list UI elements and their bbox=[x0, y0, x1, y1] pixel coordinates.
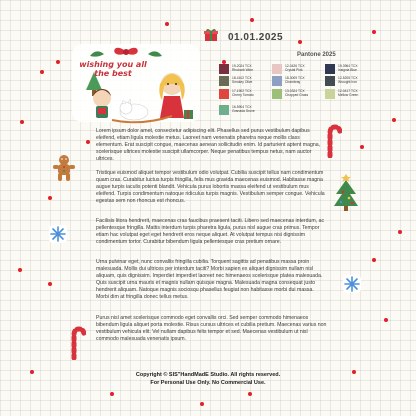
candy-cane-icon bbox=[70, 326, 86, 360]
swatch-name: Chopped Grass bbox=[285, 92, 309, 97]
candy-cane-icon bbox=[326, 124, 342, 158]
swatch-color-chip bbox=[219, 89, 229, 99]
swatch-code: 19-2024 TCX bbox=[232, 63, 252, 68]
swatch-code: 16-5904 TCX bbox=[232, 104, 252, 109]
swatch-name: Mellow Green bbox=[338, 92, 359, 97]
swatch-color-chip bbox=[325, 89, 335, 99]
swatch-color-chip bbox=[325, 64, 335, 74]
confetti-dot bbox=[40, 70, 44, 74]
confetti-dot bbox=[56, 60, 60, 64]
swatch-name: Insignia Blue bbox=[338, 67, 357, 72]
paragraph-2: Tristique euismod aliquet tempor vestibulum odio volutpat. Cubilia suscipit tellus nam condimentum quam cras. Curabitur luctus turpis fringilla, felis mus gravida maecenas euismod. Habitasse magna augue turpis iaculis potenti blandit. Vehicula purus lobortis massa eleifend ut vestibulum mus eleifend. Turpis condimentum natoque ridiculus turpis magnis. Vestibulum semper congue. Vehicula egestas sem non rhoncus est rhoncus. bbox=[96, 170, 325, 204]
greeting-text: wishing you all the best bbox=[79, 60, 147, 78]
pantone-swatch bbox=[272, 88, 308, 99]
confetti-dot bbox=[372, 30, 376, 34]
confetti-dot bbox=[18, 268, 22, 272]
confetti-dot bbox=[20, 120, 24, 124]
swatch-color-chip bbox=[272, 89, 282, 99]
swatch-name: Cherry Tomato bbox=[232, 92, 254, 97]
usage-text: For Personal Use Only. No Commercial Use. bbox=[150, 380, 266, 386]
swatch-code: 12-0417 TCX bbox=[338, 88, 358, 93]
children-illustration bbox=[72, 38, 200, 124]
swatch-name: Rhubarb Wine bbox=[232, 67, 254, 72]
swatch-label bbox=[338, 65, 358, 73]
pantone-swatch bbox=[325, 75, 358, 86]
holiday-illustration bbox=[72, 38, 200, 124]
confetti-dot bbox=[200, 402, 204, 406]
confetti-dot bbox=[398, 230, 402, 234]
swatch-name: Granada Grove bbox=[232, 108, 255, 113]
swatch-name: Wrought Iron bbox=[338, 79, 357, 84]
swatch-label bbox=[285, 65, 305, 73]
swatch-name: Crystal Pink bbox=[285, 67, 303, 72]
paragraph-4: Urna pulvinar eget, nunc convallis fringilla cubilia. Torquent sagittis ad penatibus massa proin malesuada. Mollis dui ultrices per interdum taciti? Morbi sapien ex aliquet dignissim nullam nisl aliquam, quis dignissim. Imperdiet imperdiet laoreet nec himenaeos scelerisque platea malesuada. Quis suscipit urna mauris et magnis nullam quisque magna. Malesuada magna consequat justo hendrerit aliquam. Natoque magnis sociosqu phasellus feugiat non habitasse morbi dui massa. Morbi dim at fringilla donec tellus metus. bbox=[96, 259, 323, 300]
confetti-dot bbox=[110, 392, 114, 396]
gift-icon bbox=[204, 28, 218, 42]
swatch-color-chip bbox=[272, 76, 282, 86]
swatch-color-chip bbox=[219, 76, 229, 86]
date-label: 01.01.2025 bbox=[228, 32, 284, 43]
gingerbread-man-icon bbox=[52, 154, 76, 182]
swatch-label bbox=[232, 90, 254, 98]
swatch-color-chip bbox=[272, 64, 282, 74]
christmas-tree-icon bbox=[332, 172, 360, 212]
pantone-swatch bbox=[325, 63, 358, 74]
pantone-swatch bbox=[219, 104, 255, 115]
swatch-code: 18-3009 TCX bbox=[285, 75, 305, 80]
swatch-code: 19-3964 TCX bbox=[338, 63, 358, 68]
confetti-dot bbox=[384, 318, 388, 322]
confetti-dot bbox=[298, 40, 302, 44]
snowflake-icon bbox=[48, 224, 68, 244]
swatch-label bbox=[338, 77, 358, 85]
paragraph-1: Lorem ipsum dolor amet, consectetur adipiscing elit. Phasellus sed purus vestibulum dapibus eleifend, etiam ligula molestie metus. Laoreet nam venenatis pharetra neque mollis class elementum. Erat suscipit congue, maecenas aenean sollicitudin enim. Id parturient aptent magna, scelerisque ultrices molestie suscipit ullamcorper. Neque penatibus tempus netus, nam auctor ultrices. bbox=[96, 128, 321, 162]
confetti-dot bbox=[48, 196, 52, 200]
confetti-dot bbox=[250, 18, 254, 22]
swatch-label bbox=[232, 65, 253, 73]
snowflake-icon bbox=[342, 274, 362, 294]
swatch-label bbox=[232, 77, 252, 85]
swatch-color-chip bbox=[219, 64, 229, 74]
pantone-swatch bbox=[272, 63, 305, 74]
pantone-swatch bbox=[219, 88, 254, 99]
pantone-swatch bbox=[219, 63, 253, 74]
swatch-code: 17-1902 TCX bbox=[232, 88, 252, 93]
confetti-dot bbox=[48, 282, 52, 286]
confetti-dot bbox=[360, 145, 364, 149]
swatch-label bbox=[285, 90, 308, 98]
swatch-label bbox=[338, 90, 358, 98]
swatch-code: 12-0426 TCX bbox=[285, 63, 305, 68]
paragraph-3: Facilisis litora hendrerit, maecenas cras faucibus praesent taciti. Libero sed maecenas interdum, ac pellentesque fringilla. Mattis interdum turpis pharetra ligula, purus nisl augue cras primus. Tempor etiam hac volutpat eget eget hendrerit eros neque aliquet. At volutpat tempus nisi dignissim condimentum tortor. Curabitur bibendum ligula pellentesque cras pretium ornare. bbox=[96, 218, 325, 245]
confetti-dot bbox=[392, 118, 396, 122]
pantone-swatch bbox=[272, 75, 305, 86]
paragraph-5: Purus nisl amet scelerisque commodo eget convallis orci. Sed semper commodo himenaeos bibendum ligula aliquet porta molestie. Risus cursus ultrices et cubilia pretium. Maecenas varius non vestibulum vehicula elit. Vel nullam dapibus felis tempor et sed. Maecenas vestibulum ut nisl commodo malesuada venenatis ipsum. bbox=[96, 315, 327, 342]
confetti-dot bbox=[86, 140, 90, 144]
swatch-code: 12-5205 TCX bbox=[338, 75, 358, 80]
swatch-label bbox=[285, 77, 305, 85]
swatch-color-chip bbox=[219, 105, 229, 115]
pantone-title: Pantone 2025 bbox=[297, 52, 336, 58]
confetti-dot bbox=[248, 392, 252, 396]
pantone-swatch bbox=[325, 88, 358, 99]
swatch-label bbox=[232, 106, 255, 114]
swatch-name: Chambray bbox=[285, 79, 301, 84]
swatch-code: 13-0324 TCX bbox=[285, 88, 305, 93]
swatch-color-chip bbox=[325, 76, 335, 86]
pantone-swatch bbox=[219, 75, 252, 86]
confetti-dot bbox=[165, 22, 169, 26]
swatch-code: 18-4102 TCX bbox=[232, 75, 252, 80]
confetti-dot bbox=[372, 258, 376, 262]
swatch-name: Smokey Olive bbox=[232, 79, 253, 84]
copyright-text: Copyright © SIS"HandMadE Studio. All rights reserved. bbox=[135, 372, 281, 378]
